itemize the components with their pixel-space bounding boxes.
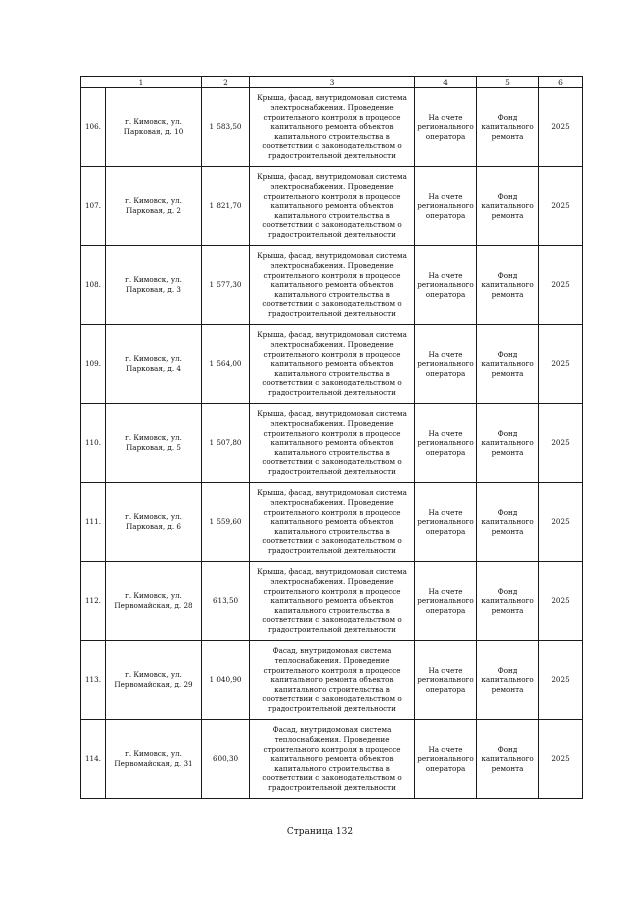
row-area: 1 821,70 xyxy=(202,167,250,246)
row-area: 1 559,60 xyxy=(202,483,250,562)
row-year: 2025 xyxy=(539,88,583,167)
table-row xyxy=(81,562,583,641)
row-account: На счете регионального оператора xyxy=(415,562,477,641)
table-row xyxy=(81,483,583,562)
row-address: г. Кимовск, ул. Первомайская, д. 28 xyxy=(106,562,202,641)
row-number: 108. xyxy=(81,246,106,325)
row-year: 2025 xyxy=(539,720,583,799)
table-row xyxy=(81,167,583,246)
row-address: г. Кимовск, ул. Первомайская, д. 29 xyxy=(106,641,202,720)
table-row xyxy=(81,404,583,483)
row-fund: Фонд капитального ремонта xyxy=(477,325,539,404)
row-area: 613,50 xyxy=(202,562,250,641)
row-account: На счете регионального оператора xyxy=(415,325,477,404)
row-number: 112. xyxy=(81,562,106,641)
row-account: На счете регионального оператора xyxy=(415,483,477,562)
column-number-4: 4 xyxy=(415,77,477,88)
row-year: 2025 xyxy=(539,483,583,562)
row-account: На счете регионального оператора xyxy=(415,88,477,167)
row-year: 2025 xyxy=(539,404,583,483)
row-fund: Фонд капитального ремонта xyxy=(477,641,539,720)
table-row xyxy=(81,641,583,720)
row-area: 1 583,50 xyxy=(202,88,250,167)
column-number-row xyxy=(81,77,583,88)
row-works: Крыша, фасад, внутридомовая система электроснабжения. Проведение строительного контроля в процессе капитального ремонта объектов капитального строительства в соответствии с законодательством о градостроительной деятельности xyxy=(250,404,415,483)
column-number-2: 2 xyxy=(202,77,250,88)
row-works: Крыша, фасад, внутридомовая система электроснабжения. Проведение строительного контроля в процессе капитального ремонта объектов капитального строительства в соответствии с законодательством о градостроительной деятельности xyxy=(250,483,415,562)
row-area: 1 564,00 xyxy=(202,325,250,404)
row-address: г. Кимовск, ул. Парковая, д. 6 xyxy=(106,483,202,562)
row-works: Крыша, фасад, внутридомовая система электроснабжения. Проведение строительного контроля в процессе капитального ремонта объектов капитального строительства в соответствии с законодательством о градостроительной деятельности xyxy=(250,167,415,246)
row-works: Фасад, внутридомовая система теплоснабжения. Проведение строительного контроля в процессе капитального ремонта объектов капитального строительства в соответствии с законодательством о градостроительной деятельности xyxy=(250,720,415,799)
row-area: 1 040,90 xyxy=(202,641,250,720)
row-year: 2025 xyxy=(539,325,583,404)
row-works: Крыша, фасад, внутридомовая система электроснабжения. Проведение строительного контроля в процессе капитального ремонта объектов капитального строительства в соответствии с законодательством о градостроительной деятельности xyxy=(250,88,415,167)
column-number-6: 6 xyxy=(539,77,583,88)
row-number: 113. xyxy=(81,641,106,720)
row-account: На счете регионального оператора xyxy=(415,167,477,246)
row-area: 1 507,80 xyxy=(202,404,250,483)
row-year: 2025 xyxy=(539,562,583,641)
row-year: 2025 xyxy=(539,246,583,325)
row-number: 106. xyxy=(81,88,106,167)
row-account: На счете регионального оператора xyxy=(415,404,477,483)
page-number: Страница 132 xyxy=(286,827,354,837)
row-fund: Фонд капитального ремонта xyxy=(477,246,539,325)
row-number: 111. xyxy=(81,483,106,562)
row-number: 114. xyxy=(81,720,106,799)
row-fund: Фонд капитального ремонта xyxy=(477,562,539,641)
row-works: Крыша, фасад, внутридомовая система электроснабжения. Проведение строительного контроля в процессе капитального ремонта объектов капитального строительства в соответствии с законодательством о градостроительной деятельности xyxy=(250,562,415,641)
row-account: На счете регионального оператора xyxy=(415,246,477,325)
row-address: г. Кимовск, ул. Парковая, д. 2 xyxy=(106,167,202,246)
row-number: 110. xyxy=(81,404,106,483)
repair-program-table xyxy=(80,76,583,799)
row-address: г. Кимовск, ул. Первомайская, д. 31 xyxy=(106,720,202,799)
row-number: 107. xyxy=(81,167,106,246)
table-row xyxy=(81,88,583,167)
row-account: На счете регионального оператора xyxy=(415,641,477,720)
row-fund: Фонд капитального ремонта xyxy=(477,404,539,483)
table-row xyxy=(81,720,583,799)
row-address: г. Кимовск, ул. Парковая, д. 4 xyxy=(106,325,202,404)
row-area: 1 577,30 xyxy=(202,246,250,325)
row-fund: Фонд капитального ремонта xyxy=(477,720,539,799)
row-year: 2025 xyxy=(539,167,583,246)
row-account: На счете регионального оператора xyxy=(415,720,477,799)
column-number-5: 5 xyxy=(477,77,539,88)
row-address: г. Кимовск, ул. Парковая, д. 5 xyxy=(106,404,202,483)
column-number-1: 1 xyxy=(81,77,202,88)
row-year: 2025 xyxy=(539,641,583,720)
row-area: 600,30 xyxy=(202,720,250,799)
row-address: г. Кимовск, ул. Парковая, д. 10 xyxy=(106,88,202,167)
table-row xyxy=(81,246,583,325)
table-row xyxy=(81,325,583,404)
row-number: 109. xyxy=(81,325,106,404)
row-works: Крыша, фасад, внутридомовая система электроснабжения. Проведение строительного контроля в процессе капитального ремонта объектов капитального строительства в соответствии с законодательством о градостроительной деятельности xyxy=(250,246,415,325)
row-works: Крыша, фасад, внутридомовая система электроснабжения. Проведение строительного контроля в процессе капитального ремонта объектов капитального строительства в соответствии с законодательством о градостроительной деятельности xyxy=(250,325,415,404)
row-address: г. Кимовск, ул. Парковая, д. 3 xyxy=(106,246,202,325)
row-fund: Фонд капитального ремонта xyxy=(477,88,539,167)
row-works: Фасад, внутридомовая система теплоснабжения. Проведение строительного контроля в процессе капитального ремонта объектов капитального строительства в соответствии с законодательством о градостроительной деятельности xyxy=(250,641,415,720)
row-fund: Фонд капитального ремонта xyxy=(477,483,539,562)
row-fund: Фонд капитального ремонта xyxy=(477,167,539,246)
column-number-3: 3 xyxy=(250,77,415,88)
